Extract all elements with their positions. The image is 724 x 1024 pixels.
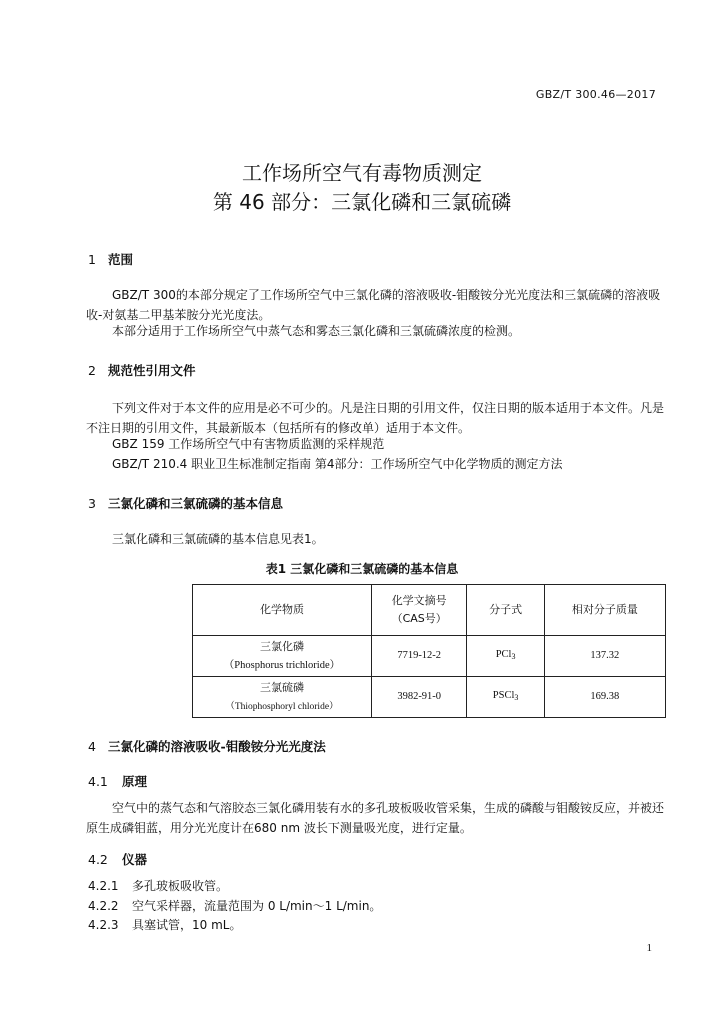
formula-main: PCl	[495, 649, 512, 660]
list-item	[88, 915, 241, 935]
basic-info-table	[192, 584, 666, 718]
header-molecular-weight: 相对分子质量	[544, 585, 665, 636]
reference-1: GBZ 159 工作场所空气中有害物质监测的采样规范	[112, 437, 385, 451]
section-number: 4.1	[88, 774, 108, 789]
section-number: 4.2	[88, 852, 108, 867]
chemical-name-en: （Thiophosphoryl chloride）	[225, 701, 339, 712]
section-number: 3	[88, 496, 96, 511]
section-title: 范围	[108, 252, 134, 267]
chemical-cell	[193, 677, 372, 718]
item-number: 4.2.2	[88, 899, 119, 913]
section-4-1-heading	[88, 772, 147, 790]
section-2-paragraph-1: 下列文件对于本文件的应用是必不可少的。凡是注日期的引用文件，仅注日期的版本适用于本文件。凡是不注日期的引用文件，其最新版本（包括所有的修改单）适用于本文件。	[86, 401, 665, 435]
cas-number: 7719-12-2	[371, 636, 467, 677]
chemical-name-en: （Phosphorus trichloride）	[223, 659, 341, 671]
chemical-name-cn: 三氯化磷	[259, 639, 304, 653]
section-title: 规范性引用文件	[108, 363, 196, 378]
molecular-weight: 137.32	[544, 636, 665, 677]
table-caption: 表1 三氯化磷和三氯硫磷的基本信息	[265, 562, 459, 576]
document-title-line1: 工作场所空气有毒物质测定	[242, 161, 482, 185]
section-2-heading	[88, 361, 196, 379]
formula-cell	[467, 677, 544, 718]
header-cas-line2: （CAS号）	[391, 612, 447, 625]
header-formula: 分子式	[467, 585, 544, 636]
formula-subscript: 3	[511, 652, 516, 661]
header-cas	[371, 585, 467, 636]
section-number: 4	[88, 739, 96, 754]
section-3-heading	[88, 494, 283, 512]
chemical-cell	[193, 636, 372, 677]
molecular-weight: 169.38	[544, 677, 665, 718]
section-title: 三氯化磷和三氯硫磷的基本信息	[108, 496, 284, 511]
item-text: 具塞试管，10 mL。	[132, 918, 242, 932]
item-text: 多孔玻板吸收管。	[132, 879, 229, 893]
page-number: 1	[646, 942, 652, 954]
section-title: 仪器	[122, 852, 148, 867]
table-row	[193, 636, 666, 677]
item-text: 空气采样器，流量范围为 0 L/min～1 L/min。	[132, 899, 382, 913]
section-3-paragraph-1: 三氯化磷和三氯硫磷的基本信息见表1。	[112, 532, 324, 546]
standard-number: GBZ/T 300.46—2017	[535, 88, 656, 101]
cas-number: 3982-91-0	[371, 677, 467, 718]
table-row	[193, 677, 666, 718]
item-number: 4.2.1	[88, 879, 119, 893]
item-number: 4.2.3	[88, 918, 119, 932]
section-title: 三氯化磷的溶液吸收-钼酸铵分光光度法	[108, 739, 326, 754]
section-number: 2	[88, 363, 96, 378]
header-cas-line1: 化学文摘号	[391, 594, 447, 607]
section-1-heading	[88, 250, 133, 268]
section-4-heading	[88, 737, 326, 755]
list-item	[88, 876, 228, 896]
chemical-name-cn: 三氯硫磷	[259, 680, 304, 694]
header-chemical: 化学物质	[193, 585, 372, 636]
section-1-paragraph-2: 本部分适用于工作场所空气中蒸气态和雾态三氯化磷和三氯硫磷浓度的检测。	[112, 324, 521, 338]
formula-cell	[467, 636, 544, 677]
list-item	[88, 896, 381, 916]
formula-main: PSCl	[492, 690, 515, 701]
section-title: 原理	[122, 774, 148, 789]
table-header-row	[193, 585, 666, 636]
section-4-1-paragraph: 空气中的蒸气态和气溶胶态三氯化磷用装有水的多孔玻板吸收管采集，生成的磷酸与钼酸铵反应，并被还原生成磷钼蓝，用分光光度计在680 nm 波长下测量吸光度，进行定量。	[86, 801, 665, 835]
formula-subscript: 3	[514, 693, 519, 702]
section-1-paragraph-1: GBZ/T 300的本部分规定了工作场所空气中三氯化磷的溶液吸收-钼酸铵分光光度法和三氯硫磷的溶液吸收-对氨基二甲基苯胺分光光度法。	[86, 288, 661, 322]
document-title-line2: 第 46 部分：三氯化磷和三氯硫磷	[212, 190, 512, 214]
section-4-2-heading	[88, 850, 147, 868]
section-number: 1	[88, 252, 96, 267]
reference-2: GBZ/T 210.4 职业卫生标准制定指南 第4部分：工作场所空气中化学物质的测定方法	[112, 457, 563, 471]
